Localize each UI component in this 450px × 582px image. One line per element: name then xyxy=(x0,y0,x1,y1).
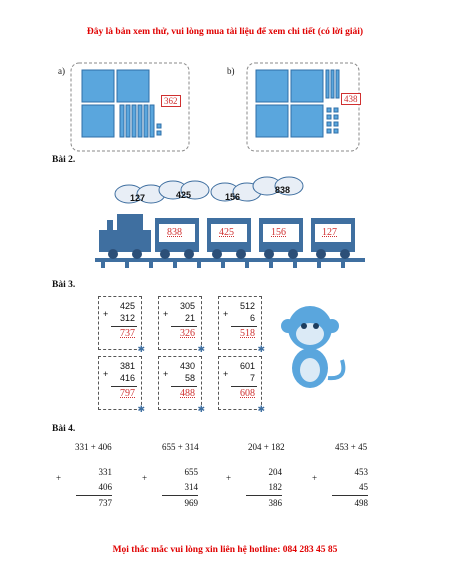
wagon-label: 156 xyxy=(271,227,286,238)
exercise-expression: 655 + 314 xyxy=(162,442,199,452)
unit-cube-icon xyxy=(157,124,161,135)
answer-box-a: 362 xyxy=(161,95,181,107)
plus-sign: + xyxy=(223,369,229,379)
flower-icon: ✱ xyxy=(257,344,265,354)
hundred-block-icon xyxy=(256,70,323,137)
butterfly-label: 838 xyxy=(275,185,291,195)
card-result: 737 xyxy=(120,328,135,339)
butterfly-label: 156 xyxy=(225,192,241,202)
unit-cube-icon xyxy=(327,108,338,133)
bai4-title: Bài 4. xyxy=(52,424,76,434)
flower-icon: ✱ xyxy=(257,404,265,414)
flower-icon: ✱ xyxy=(137,404,145,414)
header-notice: Đây là bản xem thử, vui lòng mua tài liệu để xem chi tiết (có lời giải) xyxy=(86,27,364,37)
vertical-addition xyxy=(222,465,282,511)
exercise-expression: 453 + 45 xyxy=(335,442,368,452)
ten-rod-icon xyxy=(326,70,339,98)
addend-top: 331 xyxy=(98,467,112,477)
plus-sign: + xyxy=(312,473,318,483)
flower-icon: ✱ xyxy=(197,344,205,354)
plus-sign: + xyxy=(142,473,148,483)
addend-bottom: 314 xyxy=(184,482,198,492)
plus-sign: + xyxy=(103,309,109,319)
addend-top: 453 xyxy=(354,467,368,477)
wagon-label: 127 xyxy=(322,227,337,238)
butterfly-label: 425 xyxy=(176,190,192,200)
addend-top: 655 xyxy=(184,467,198,477)
base-ten-blocks-a xyxy=(70,62,190,152)
exercise-expression: 204 + 182 xyxy=(248,442,285,452)
sum: 498 xyxy=(354,498,368,508)
card-result: 488 xyxy=(180,388,195,399)
sum: 386 xyxy=(268,498,282,508)
card-result: 797 xyxy=(120,388,135,399)
card-result: 608 xyxy=(240,388,255,399)
sum: 737 xyxy=(98,498,112,508)
addition-card xyxy=(158,356,205,414)
plus-sign: + xyxy=(56,473,62,483)
bai2-title: Bài 2. xyxy=(52,155,76,165)
answer-box-b: 438 xyxy=(341,93,361,105)
train-icon xyxy=(99,214,151,259)
addend-bottom: 406 xyxy=(98,482,112,492)
flower-icon: ✱ xyxy=(197,404,205,414)
plus-sign: + xyxy=(163,369,169,379)
addend-bottom: 58 xyxy=(184,373,195,383)
vertical-addition xyxy=(308,465,368,511)
sum: 969 xyxy=(184,498,198,508)
addition-card xyxy=(98,296,145,354)
addend-bottom: 182 xyxy=(268,482,282,492)
addend-bottom: 312 xyxy=(119,313,135,323)
butterfly-label: 127 xyxy=(130,193,146,203)
monkey-icon xyxy=(270,300,355,395)
plus-sign: + xyxy=(223,309,229,319)
bai3-title: Bài 3. xyxy=(52,280,76,290)
vertical-addition xyxy=(52,465,112,511)
addend-bottom: 21 xyxy=(184,313,195,323)
card-result: 326 xyxy=(180,328,195,339)
addition-card xyxy=(218,356,265,414)
wagon-label: 838 xyxy=(167,227,182,238)
card-result: 518 xyxy=(240,328,255,339)
base-ten-blocks-b xyxy=(246,62,366,152)
addition-card xyxy=(98,356,145,414)
addend-top: 425 xyxy=(119,301,135,311)
part-b-label: b) xyxy=(227,66,235,76)
ten-rod-icon xyxy=(120,105,154,137)
addend-top: 305 xyxy=(179,301,195,311)
plus-sign: + xyxy=(163,309,169,319)
flower-icon: ✱ xyxy=(137,344,145,354)
footer-notice: Mọi thắc mắc vui lòng xin liên hệ hotline: 084 283 45 85 xyxy=(112,545,338,555)
exercise-expression: 331 + 406 xyxy=(75,442,112,452)
addend-top: 381 xyxy=(119,361,135,371)
addend-top: 204 xyxy=(268,467,282,477)
addend-bottom: 45 xyxy=(359,482,368,492)
addend-top: 601 xyxy=(239,361,255,371)
addition-card xyxy=(158,296,205,354)
addition-card xyxy=(218,296,265,354)
part-a-label: a) xyxy=(58,66,65,76)
wagon-label: 425 xyxy=(219,227,234,238)
plus-sign: + xyxy=(103,369,109,379)
addend-top: 512 xyxy=(239,301,255,311)
vertical-addition xyxy=(138,465,198,511)
addend-top: 430 xyxy=(179,361,195,371)
plus-sign: + xyxy=(226,473,232,483)
addend-bottom: 6 xyxy=(249,313,255,323)
addend-bottom: 416 xyxy=(119,373,135,383)
train-illustration xyxy=(95,172,365,272)
addend-bottom: 7 xyxy=(249,373,255,383)
